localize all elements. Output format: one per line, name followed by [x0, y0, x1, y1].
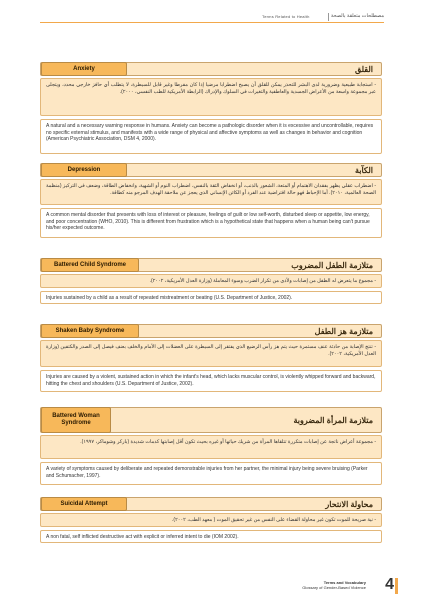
- entry-title-en: Depression: [41, 163, 127, 177]
- glossary-entry-battered-woman: [40, 407, 382, 485]
- entry-definition-ar: - نية صريحة للموت تكون غير محاولة القضاء على النفس من غير تحقيق الموت ( معهد الطب، ٢٠٠٢).: [40, 513, 382, 527]
- entry-definition-ar: - استجابة طبيعية وضرورية لدى البشر للتحذر يمكن للقلق أن يصبح اضطرابا مرضيا إذا كان مفرطا وغير قابل للسيطرة، لا يتطلب أي حافز خارجي محدد، ويتجلى عبر مجموعة واسعة من الأعراض الجسدية والعاطفية والتغيرات في السلوك والإدراك (الرابطة الأمريكية للطب النفسي، ٢٠٠٠).: [40, 78, 382, 116]
- footer-line-2: Glossary of Gender-Based Violence: [302, 585, 366, 590]
- entry-title-ar: متلازمة المرأة المضروبة: [293, 416, 373, 425]
- entry-definition-ar: - اضطراب عقلي يظهر بفقدان الاهتمام أو المتعة، الشعور بالذنب، أو انخفاض الثقة بالنفس، اضطراب النوم أو الشهية، وانخفاض الطاقة، وضعف في التركيز (منظمة الصحة العالمية، ٢٠١٠). أما الإحباط فهو حالة افتراضية عند الفرد أو الكائن الإنساني الذي يعجز عن ملاحقة الهدف المرجو منه كطاقة.: [40, 179, 382, 205]
- entry-title-en: Suicidal Attempt: [41, 497, 127, 511]
- entry-definition-en: A common mental disorder that presents with loss of interest or pleasure, feelings of guilt or low self-worth, disturbed sleep or appetite, low energy, and poor concentration (WHO, 2010). This is different from frustration which is a hypothetical state that happens when a human being can't pursue his/her expected outcome.: [40, 208, 382, 238]
- header-divider: [328, 13, 329, 21]
- entry-title-bar: [40, 324, 382, 338]
- header-rule: [40, 22, 384, 23]
- entry-title-bar: [40, 62, 382, 76]
- entry-title-bar: [40, 497, 382, 511]
- entry-definition-en: A non fatal, self inflicted destructive act with explicit or inferred intent to die (IOM 2002).: [40, 530, 382, 543]
- entry-definition-en: A variety of symptoms caused by deliberate and repeated demonstrable injuries from her partner, the minimal injury being severe bruising (Parker and Schumacher, 1997).: [40, 462, 382, 485]
- entry-title-en: Shaken Baby Syndrome: [41, 324, 139, 338]
- entry-title-ar: محاولة الانتحار: [325, 500, 373, 509]
- entry-definition-ar: - تنتج الإصابة من حادثة عنف مستمرة حيث يتم هز رأس الرضيع الذي يفتقر إلى السيطرة على العضلات إلى الأمام والخلف بعنف فيصل إلى الصدر والكتفين (وزارة العدل الأمريكية، ٢٠٠٢).: [40, 340, 382, 367]
- entry-definition-ar: - مجموع ما يتعرض له الطفل من إصابات ولأذى من تكرار الضرب وسوء المعاملة (وزارة العدل الأمريكية، ٢٠٠٢).: [40, 274, 382, 288]
- page-number: 4: [385, 576, 394, 593]
- entry-title-bar: [40, 407, 382, 433]
- page-footer: [302, 580, 366, 590]
- entry-definition-en: Injuries are caused by a violent, sustained action in which the infant's head, which lacks muscular control, is violently whipped forward and backward, hitting the chest and shoulders (U.S. Department of Justice, 2002).: [40, 370, 382, 392]
- entry-title-en: Anxiety: [41, 62, 127, 76]
- header-title-en: Terms Related to Health: [262, 14, 310, 19]
- entry-title-ar: متلازمة هز الطفل: [314, 327, 373, 336]
- entry-title-en: Battered Woman Syndrome: [41, 407, 111, 433]
- glossary-entry-suicidal-attempt: [40, 497, 382, 543]
- glossary-entry-battered-child: [40, 258, 382, 304]
- entry-title-en: Battered Child Syndrome: [41, 258, 139, 272]
- entry-title-ar: القلق: [354, 65, 373, 74]
- entry-title-ar: متلازمة الطفل المضروب: [291, 261, 373, 270]
- entry-definition-en: Injuries sustained by a child as a result of repeated mistreatment or beating (U.S. Department of Justice, 2002).: [40, 291, 382, 304]
- page-number-bar: [395, 578, 398, 594]
- entry-title-bar: [40, 163, 382, 177]
- entry-title-bar: [40, 258, 382, 272]
- glossary-entry-shaken-baby: [40, 324, 382, 392]
- entry-definition-ar: - مجموعة أعراض ناتجة عن إصابات متكررة تتلقاها المرأة من شريك حياتها أو غيره بحيث تكون أقل إصابتها كدمات شديدة (باركر وشوماكر، ١٩٩٧).: [40, 435, 382, 459]
- glossary-entry-anxiety: [40, 62, 382, 154]
- page-header: [40, 12, 384, 24]
- footer-line-1: Terms and Vocabulary: [323, 580, 366, 585]
- entry-title-ar: الكآبة: [354, 166, 373, 175]
- entry-definition-en: A natural and a necessary warning response in humans. Anxiety can become a pathologic disorder when it is excessive and uncontrollable, requires no specific external stimulus, and manifests with a wide range of physical and affective symptoms as well as changes in behavior and cognition (American Psychiatric Association, DSM 4, 2000).: [40, 119, 382, 154]
- glossary-entry-depression: [40, 163, 382, 238]
- header-title-ar: مصطلحات متعلقة بالصحة: [330, 13, 384, 19]
